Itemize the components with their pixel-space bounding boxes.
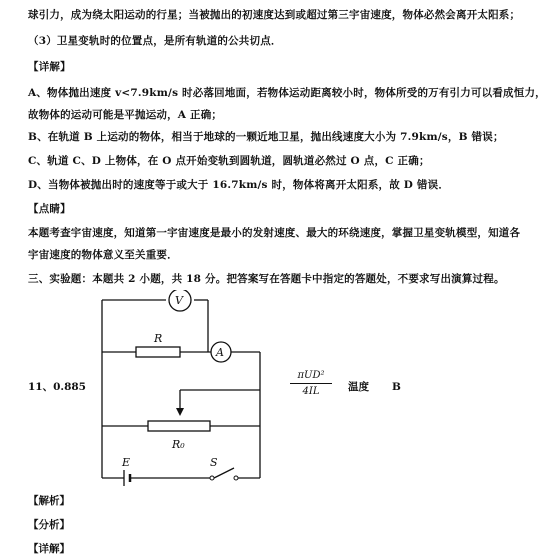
text-line-1: 球引力，成为绕太阳运动的行星；当被抛出的初速度达到或超过第三宇宙速度，物体必然会离开太阳系；	[28, 9, 521, 21]
text-line-2: （3）卫星变轨时的位置点，是所有轨道的公共切点．	[28, 35, 282, 47]
rheostat-label: R₀	[172, 438, 185, 451]
text-line-comment-1: 本题考查宇宙速度，知道第一宇宙速度是最小的发射速度、最大的环绕速度，掌握卫星变轨模型，知道各	[28, 227, 521, 239]
text-line-comment-2: 宇宙速度的物体意义至关重要．	[28, 249, 178, 261]
slider-arrow	[176, 408, 184, 416]
answer-formula	[290, 370, 332, 397]
heading-analysis: 【解析】	[28, 495, 70, 507]
text-line-a1: A、物体抛出速度 v<7.9km/s 时必落回地面，若物体运动距离较小时，物体所受的万有引力可以看成恒力，	[28, 87, 546, 99]
text-line-b: B、在轨道 B 上运动的物体，相当于地球的一颗近地卫星，抛出线速度大小为 7.9km/s，B 错误；	[28, 131, 504, 143]
battery-label: E	[122, 456, 131, 469]
section-heading-detail: 【详解】	[28, 61, 71, 73]
section-heading-experiment: 三、实验题：本题共 2 小题，共 18 分。把答案写在答题卡中指定的答题处，不要求写出演算过程。	[28, 273, 505, 285]
heading-fenxi: 【分析】	[28, 519, 70, 531]
circuit-diagram	[90, 290, 280, 488]
text-line-d: D、当物体被抛出时的速度等于或大于 16.7km/s 时，物体将离开太阳系，故 D 错误．	[28, 179, 450, 191]
resistor-label: R	[154, 332, 163, 345]
answer-prefix: 11、0.885	[28, 381, 86, 393]
switch-s	[214, 468, 234, 478]
formula-denominator: 4IL	[302, 386, 320, 397]
switch-label: S	[210, 456, 218, 469]
resistor-r	[136, 347, 180, 357]
heading-detail-2: 【详解】	[28, 543, 70, 555]
rheostat-r0	[148, 421, 210, 431]
section-heading-comment: 【点睛】	[28, 203, 71, 215]
voltmeter-label: V	[175, 294, 183, 307]
text-line-c: C、轨道 C、D 上物体，在 O 点开始变轨到圆轨道，圆轨道必然过 O 点，C 正确；	[28, 155, 430, 167]
text-line-a2: 故物体的运动可能是平抛运动，A 正确；	[28, 109, 223, 121]
ammeter-label: A	[216, 346, 224, 359]
answer-choice: B	[392, 381, 401, 393]
formula-numerator: πUD²	[290, 370, 332, 384]
answer-word: 温度	[348, 381, 369, 393]
